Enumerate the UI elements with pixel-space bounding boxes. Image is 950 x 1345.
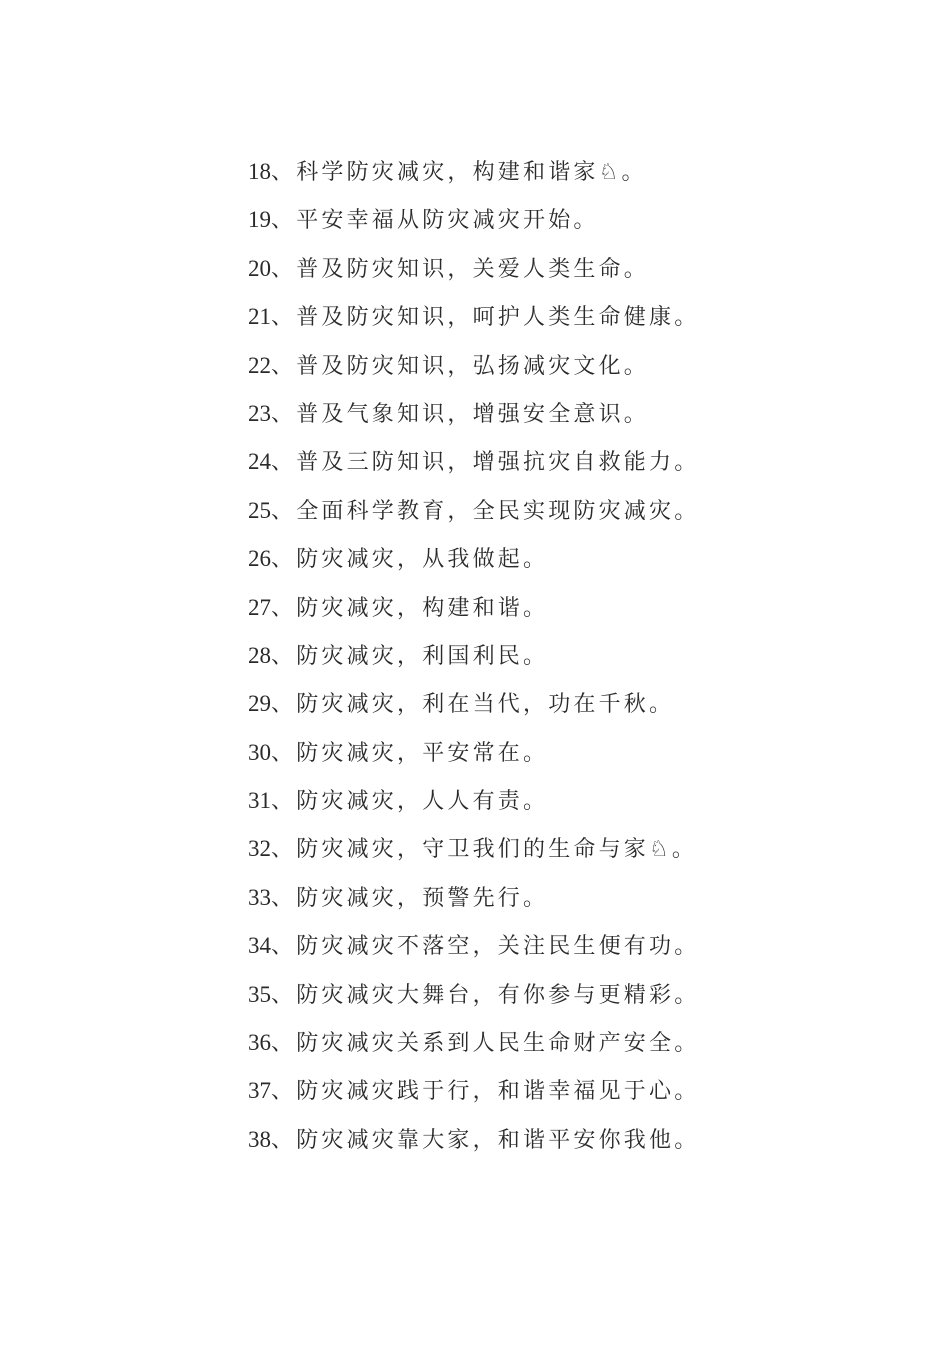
item-text: 、防灾减灾，利国利民。 [271, 643, 549, 669]
item-number: 29 [248, 691, 271, 717]
item-number: 33 [248, 884, 271, 910]
list-item [248, 682, 908, 730]
list-item [248, 876, 908, 924]
item-text: 、防灾减灾关系到人民生命财产安全。 [271, 1031, 700, 1057]
item-text: 、平安幸福从防灾减灾开始。 [271, 208, 599, 234]
item-text: 、全面科学教育，全民实现防灾减灾。 [271, 498, 700, 524]
item-number: 28 [248, 642, 271, 668]
item-number: 25 [248, 497, 271, 523]
list-item [248, 392, 908, 440]
item-number: 27 [248, 594, 271, 620]
item-text: 、防灾减灾，平安常在。 [271, 740, 549, 766]
slogan-list [248, 150, 908, 1166]
list-item [248, 731, 908, 779]
item-text: 、防灾减灾，从我做起。 [271, 547, 549, 573]
item-number: 36 [248, 1030, 271, 1056]
list-item [248, 1069, 908, 1117]
list-item [248, 634, 908, 682]
item-number: 32 [248, 836, 271, 862]
list-item [248, 295, 908, 343]
item-text: 、普及三防知识，增强抗灾自救能力。 [271, 450, 700, 476]
item-text: 、防灾减灾不落空，关注民生便有功。 [271, 934, 700, 960]
list-item [248, 1021, 908, 1069]
item-text: 、防灾减灾践于行，和谐幸福见于心。 [271, 1079, 700, 1105]
list-item [248, 1118, 908, 1166]
item-number: 30 [248, 739, 271, 765]
item-text: 、防灾减灾，利在当代，功在千秋。 [271, 692, 675, 718]
item-text: 、防灾减灾靠大家，和谐平安你我他。 [271, 1127, 700, 1153]
item-text: 、防灾减灾，预警先行。 [271, 885, 549, 911]
list-item [248, 344, 908, 392]
item-number: 35 [248, 981, 271, 1007]
list-item [248, 586, 908, 634]
item-number: 19 [248, 207, 271, 233]
item-text: 、防灾减灾，构建和谐。 [271, 595, 549, 621]
item-number: 22 [248, 352, 271, 378]
list-item [248, 440, 908, 488]
list-item [248, 827, 908, 875]
list-item [248, 150, 908, 198]
item-number: 31 [248, 788, 271, 814]
item-number: 18 [248, 159, 271, 184]
item-text: 、普及防灾知识，关爱人类生命。 [271, 256, 650, 282]
list-item [248, 198, 908, 246]
item-text: 、普及防灾知识，弘扬减灾文化。 [271, 353, 650, 379]
item-number: 37 [248, 1078, 271, 1104]
item-number: 34 [248, 933, 271, 959]
list-item [248, 247, 908, 295]
item-number: 23 [248, 400, 271, 426]
item-text: 、普及气象知识，增强安全意识。 [271, 401, 650, 427]
item-number: 38 [248, 1126, 271, 1152]
item-number: 24 [248, 449, 271, 475]
list-item [248, 489, 908, 537]
item-text: 、防灾减灾大舞台，有你参与更精彩。 [271, 982, 700, 1008]
item-text: 、普及防灾知识，呵护人类生命健康。 [271, 305, 700, 331]
item-number: 21 [248, 304, 271, 330]
item-text: 、防灾减灾，人人有责。 [271, 789, 549, 815]
item-number: 20 [248, 255, 271, 281]
list-item [248, 779, 908, 827]
item-text: 、科学防灾减灾，构建和谐家♘。 [271, 160, 647, 185]
list-item [248, 924, 908, 972]
item-number: 26 [248, 546, 271, 572]
list-item [248, 973, 908, 1021]
list-item [248, 537, 908, 585]
item-text: 、防灾减灾，守卫我们的生命与家♘。 [271, 837, 698, 863]
